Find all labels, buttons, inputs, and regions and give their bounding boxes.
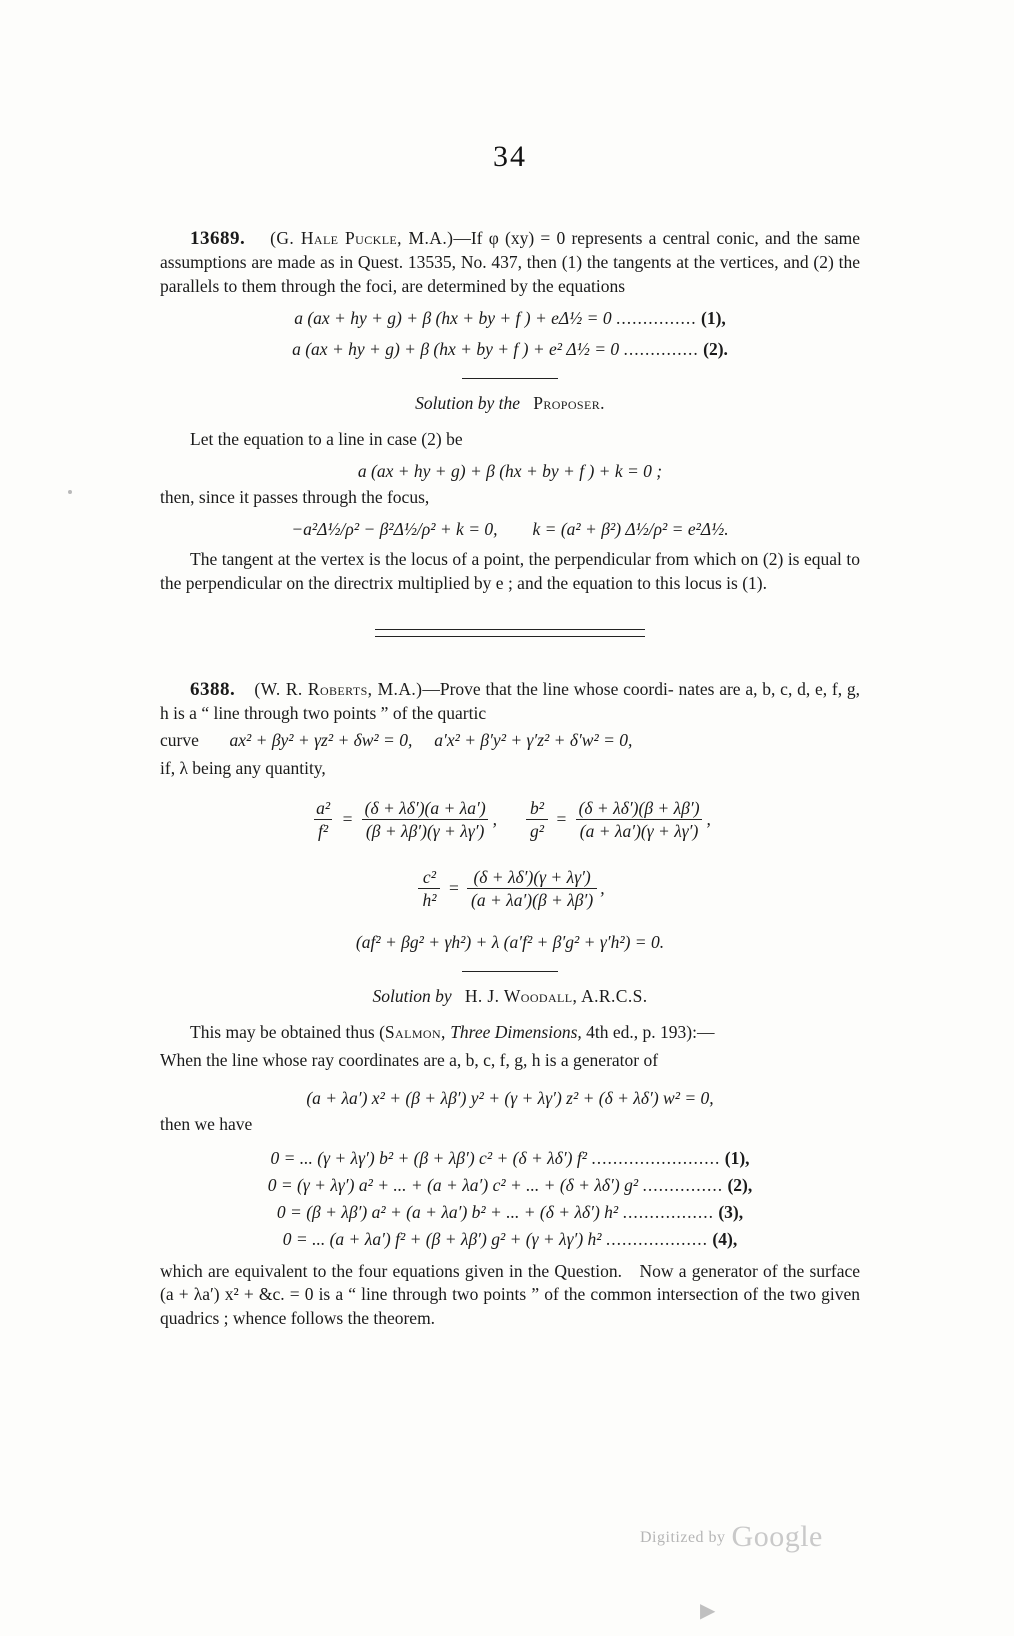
fraction-a-right: [361, 798, 490, 841]
solution-6388-line1-a: This may be obtained thus (: [190, 1022, 385, 1043]
page-number: 34: [493, 140, 527, 173]
solution-heading-13689: [160, 393, 860, 414]
fraction-c-left-den: h²: [418, 888, 440, 910]
book-title: Three Dimensions,: [450, 1022, 582, 1043]
fraction-b-right-den: (a + λa′)(γ + λγ′): [576, 819, 703, 841]
solution-6388-line2: When the line whose ray coordinates are a, b, c, f, g, h is a generator of: [160, 1049, 659, 1070]
solution-13689-paragraph: The tangent at the vertex is the locus of a point, the perpendicular from which on (2) is equal to the perpendicular on the directrix multiplied by e ; and the equation to this locus is (1).: [160, 549, 860, 593]
scan-arrow-mark: ▶: [700, 1600, 716, 1622]
fraction-c-right-num: (δ + λδ′)(γ + λγ′): [473, 867, 591, 888]
equation-1-tag: (1),: [701, 307, 726, 328]
curve-line: [160, 729, 860, 752]
solution-13689-equation-b-right: k = (a² + β²) Δ½/ρ² = e²Δ½.: [532, 519, 729, 540]
watermark-prefix: Digitized by: [640, 1529, 726, 1546]
numbered-equation-4-text: 0 = ... (a + λa′) f² + (β + λβ′) g² + (γ + λγ′) h²: [282, 1229, 602, 1250]
numbered-equation-4: [160, 1229, 860, 1250]
fraction-c-right: [467, 867, 597, 910]
if-lambda-line: if, λ being any quantity,: [160, 757, 326, 778]
fraction-a-left: [312, 798, 334, 841]
fraction-row-1: [160, 790, 860, 849]
solution-author: Proposer.: [533, 392, 605, 413]
numbered-equation-3-tag: (3),: [718, 1202, 744, 1223]
equals-sign: =: [443, 878, 464, 899]
solution-6388-line1: [160, 1021, 860, 1044]
divider-rule: [462, 971, 558, 972]
equation-2-dots: ..............: [623, 338, 699, 359]
comma: ,: [600, 878, 605, 899]
scan-speck: [68, 490, 72, 494]
problem-6388-paragraph: [160, 677, 860, 726]
solution-6388-line3: then we have: [160, 1113, 253, 1134]
numbered-equation-3-dots: .................: [622, 1202, 714, 1223]
google-watermark: [640, 1520, 823, 1554]
equation-1-dots: ...............: [616, 307, 697, 328]
fraction-b-right: [575, 798, 704, 841]
solution-author: H. J. Woodall, A.R.C.S.: [464, 986, 648, 1007]
numbered-equation-1: [160, 1148, 860, 1169]
solution-13689-equation-b-left: −a²Δ½/ρ² − β²Δ½/ρ² + k = 0,: [291, 519, 498, 540]
solution-6388-line1-b: 4th ed., p. 193):—: [586, 1022, 715, 1043]
fraction-a-right-den: (β + λβ′)(γ + λγ′): [362, 819, 488, 841]
numbered-equation-1-text: 0 = ... (γ + λγ′) b² + (β + λβ′) c² + (δ + λδ′) f²: [270, 1148, 587, 1169]
equation-2: [160, 339, 860, 360]
solution-6388-generator-equation: (a + λa′) x² + (β + λβ′) y² + (γ + λγ′) z² + (δ + λδ′) w² = 0,: [306, 1087, 714, 1108]
problem-6388-last-equation: (af² + βg² + γh²) + λ (a′f² + β′g² + γ′h²) = 0.: [355, 932, 665, 953]
problem-13689-body-line1: —If φ (xy) = 0 represents a central: [453, 228, 711, 248]
numbered-equation-3: [160, 1202, 860, 1223]
fraction-pair-a: [309, 798, 497, 841]
numbered-equation-4-tag: (4),: [712, 1229, 738, 1250]
solution-6388-closing: which are equivalent to the four equations given in the Question. Now a generator of the surface (a + λa′) x² + &c. = 0 is a “ line through two points ” of the common intersection of the two given quadrics ; whence follows the theorem.: [160, 1261, 860, 1328]
numbered-equation-1-dots: ........................: [591, 1148, 721, 1169]
numbered-equation-3-text: 0 = (β + λβ′) a² + (a + λa′) b² + ... + (δ + λδ′) h²: [276, 1202, 619, 1223]
section-divider: [375, 629, 645, 637]
salmon-citation: Salmon,: [384, 1022, 446, 1043]
solution-by-label: Solution by the: [415, 392, 521, 413]
numbered-equation-1-tag: (1),: [724, 1148, 750, 1169]
solution-13689-equation-a: a (ax + hy + g) + β (hx + by + f ) + k = 0 ;: [357, 461, 663, 482]
numbered-equation-2-tag: (2),: [727, 1175, 753, 1196]
fraction-row-2: [160, 859, 860, 918]
page-content: [160, 140, 860, 1334]
problem-13689-number: 13689.: [190, 228, 246, 249]
fraction-c-left: [418, 867, 440, 910]
equals-sign: =: [337, 809, 358, 830]
numbered-equation-2-dots: ...............: [642, 1175, 724, 1196]
problem-6388-number: 6388.: [190, 678, 236, 700]
fraction-a-right-num: (δ + λδ′)(a + λa′): [364, 797, 486, 818]
comma: ,: [492, 809, 498, 830]
fraction-a-left-num: a²: [316, 797, 331, 818]
solution-13689-line1: Let the equation to a line in case (2) be: [190, 428, 463, 449]
fraction-pair-c: [415, 867, 604, 910]
numbered-equation-2-text: 0 = (γ + λγ′) a² + ... + (a + λa′) c² + ... + (δ + λδ′) g²: [267, 1175, 639, 1196]
fraction-pair-b: [523, 798, 711, 841]
problem-13689-attribution: (G. Hale Puckle, M.A.): [270, 228, 454, 248]
curve-equation: ax² + βy² + γz² + δw² = 0, a′x² + β′y² + γ′z² + δ′w² = 0,: [229, 730, 633, 751]
solution-13689-line2: then, since it passes through the focus,: [160, 487, 430, 508]
fraction-b-left-den: g²: [526, 819, 548, 841]
equals-sign: =: [551, 809, 572, 830]
equation-2-text: a (ax + hy + g) + β (hx + by + f ) + e² Δ½ = 0: [292, 338, 620, 359]
solution-heading-6388: [160, 986, 860, 1007]
equation-1: [160, 308, 860, 329]
fraction-c-right-den: (a + λa′)(β + λβ′): [467, 888, 597, 910]
equation-2-tag: (2).: [703, 338, 728, 359]
equation-1-text: a (ax + hy + g) + β (hx + by + f ) + eΔ½ = 0: [294, 307, 612, 328]
fraction-b-right-num: (δ + λδ′)(β + λβ′): [578, 797, 700, 818]
solution-by-label: Solution by: [372, 986, 452, 1007]
watermark-brand: Google: [731, 1520, 823, 1553]
divider-rule: [462, 378, 558, 379]
problem-6388-body-rest: nates are a, b, c, d, e, f, g, h is a “ line through two points ” of the quartic: [160, 678, 861, 724]
solution-13689-equation-b: [160, 519, 860, 540]
fraction-b-left-num: b²: [530, 797, 545, 818]
problem-6388-body-line1: —Prove that the line whose coordi-: [422, 678, 674, 699]
numbered-equation-list: [160, 1148, 860, 1250]
numbered-equation-4-dots: ...................: [605, 1229, 709, 1250]
problem-6388-attribution: (W. R. Roberts, M.A.): [254, 678, 423, 699]
fraction-c-left-num: c²: [422, 867, 436, 888]
comma: ,: [706, 809, 711, 830]
numbered-equation-2: [160, 1175, 860, 1196]
fraction-b-left: [526, 798, 548, 841]
problem-13689-paragraph: [160, 226, 860, 298]
problem-13689-body-rest: conic, and the same assumptions are made as in Quest. 13535, No. 437, then (1) the tangents at the vertices, and (2) the parallels to them through the foci, are determined by the equations: [160, 228, 861, 296]
curve-label: curve: [160, 730, 199, 751]
fraction-a-left-den: f²: [314, 819, 332, 841]
